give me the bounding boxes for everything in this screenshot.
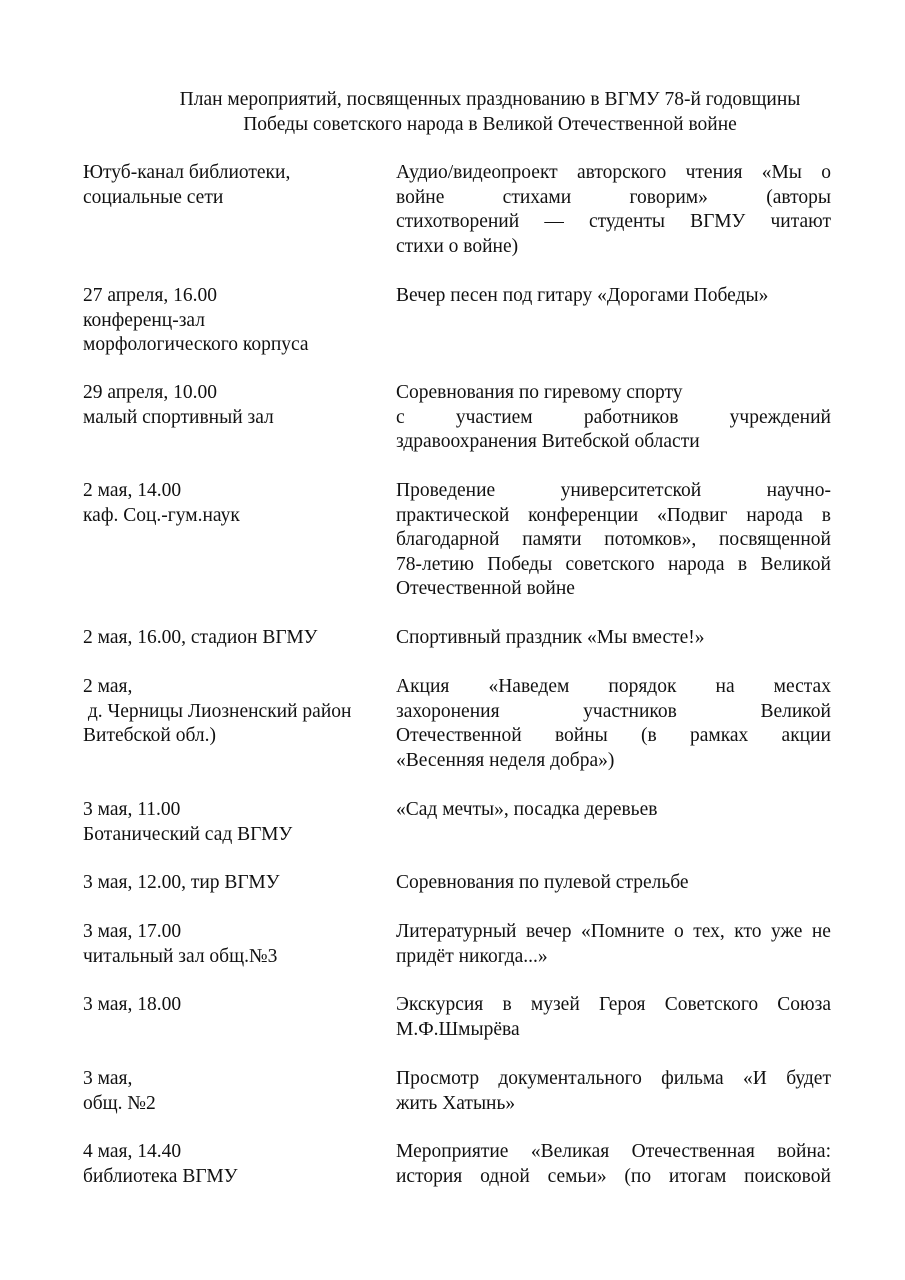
event-description — [396, 798, 831, 823]
word: кто — [734, 921, 762, 942]
word: читают — [770, 211, 831, 232]
event-description — [396, 920, 831, 969]
word: вечер — [525, 921, 572, 942]
description-line — [396, 186, 831, 211]
word: порядок — [608, 676, 677, 697]
word: «Великая — [530, 1141, 610, 1162]
word: посвященной — [718, 529, 831, 550]
word: советского — [565, 553, 655, 575]
word: Отечественная — [631, 1141, 755, 1162]
event-description — [396, 675, 831, 773]
word: Аудио/видеопроект — [396, 162, 558, 183]
description-line: придёт никогда...» — [396, 945, 548, 967]
description-line — [396, 920, 831, 945]
event-place-time: 4 мая, 14.40 библиотека ВГМУ — [83, 1141, 238, 1187]
word: музей — [530, 994, 580, 1015]
document-title — [100, 88, 880, 137]
word: будет — [786, 1068, 831, 1089]
word: Великой — [760, 553, 831, 575]
word: местах — [773, 676, 831, 697]
word: стихотворений — [396, 211, 520, 232]
word: стихами — [502, 186, 572, 208]
word: с — [396, 406, 405, 428]
description-line — [396, 210, 831, 235]
word: «Наведем — [488, 676, 570, 697]
event-place-time: 3 мая, 17.00 читальный зал общ.№3 — [83, 921, 278, 967]
description-line — [396, 479, 831, 504]
description-line: стихи о войне) — [396, 235, 519, 257]
word: Акция — [396, 676, 450, 697]
event-description — [396, 993, 831, 1042]
word: в — [502, 994, 512, 1015]
description-line: Соревнования по пулевой стрельбе — [396, 872, 689, 893]
word: история — [396, 1165, 463, 1187]
word: Проведение — [396, 480, 496, 501]
event-description — [396, 284, 831, 309]
event-place-time: 2 мая, 16.00, стадион ВГМУ — [83, 627, 318, 648]
word: Победы — [487, 553, 553, 575]
word: народа — [746, 504, 803, 526]
description-line: Вечер песен под гитару «Дорогами Победы» — [396, 285, 769, 306]
description-line — [396, 1067, 831, 1092]
event-place-time: 3 мая, 18.00 — [83, 994, 182, 1015]
word: ВГМУ — [690, 211, 746, 232]
word: — — [544, 211, 564, 232]
word: в — [737, 553, 748, 575]
word: война: — [777, 1141, 831, 1162]
event-description — [396, 161, 831, 259]
word: Великой — [760, 700, 831, 722]
word: благодарной — [396, 529, 500, 550]
description-line: «Весенняя неделя добра») — [396, 749, 615, 771]
description-line: Соревнования по гиревому спорту — [396, 382, 683, 403]
word: о — [821, 162, 831, 183]
description-line — [396, 1140, 831, 1165]
word: потомков», — [604, 529, 697, 550]
event-description — [396, 479, 831, 602]
word: Героя — [598, 994, 646, 1015]
word: студенты — [588, 211, 666, 232]
word: итогам — [668, 1165, 727, 1187]
word: Просмотр — [396, 1068, 480, 1089]
word: акции — [781, 725, 831, 746]
event-place-time: 3 мая, 12.00, тир ВГМУ — [83, 872, 280, 893]
description-line: Спортивный праздник «Мы вместе!» — [396, 627, 705, 648]
word: Экскурсия — [396, 994, 484, 1015]
word: «Подвиг — [656, 504, 728, 526]
word: семьи» — [547, 1165, 607, 1187]
word: в — [821, 504, 831, 526]
word: участников — [583, 700, 677, 722]
event-description — [396, 381, 831, 455]
word: «Мы — [761, 162, 802, 183]
event-description — [396, 1067, 831, 1116]
word: научно- — [766, 480, 831, 501]
event-place-time: Ютуб-канал библиотеки, социальные сети — [83, 162, 291, 208]
word: Советского — [664, 994, 759, 1015]
word: работников — [583, 406, 679, 428]
title-line: Победы советского народа в Великой Отечественной войне — [243, 113, 737, 135]
description-line — [396, 1165, 831, 1190]
event-description — [396, 871, 831, 896]
word: Союза — [777, 994, 831, 1015]
word: практической — [396, 504, 510, 526]
description-line — [396, 700, 831, 725]
word: авторского — [577, 162, 667, 183]
word: одной — [480, 1165, 530, 1187]
word: памяти — [522, 529, 582, 550]
description-line — [396, 553, 831, 578]
event-place-time: 3 мая, 11.00 Ботанический сад ВГМУ — [83, 799, 293, 845]
description-line: М.Ф.Шмырёва — [396, 1018, 520, 1040]
event-place-time: 2 мая, 14.00 каф. Соц.-гум.наук — [83, 480, 240, 526]
description-line — [396, 504, 831, 529]
word: войны — [554, 725, 608, 746]
description-line — [396, 993, 831, 1018]
event-description — [396, 626, 831, 651]
word: «Помните — [580, 921, 665, 942]
event-place-time: 3 мая, общ. №2 — [83, 1068, 156, 1114]
word: чтения — [685, 162, 743, 183]
word: поисковой — [744, 1165, 831, 1187]
word: уже — [771, 921, 803, 942]
word: (авторы — [766, 186, 831, 208]
event-description — [396, 1140, 831, 1189]
word: народа — [667, 553, 725, 575]
word: документального — [498, 1068, 642, 1089]
word: 78-летию — [396, 553, 474, 575]
word: (в — [641, 725, 657, 746]
word: (по — [624, 1165, 652, 1187]
word: захоронения — [396, 700, 500, 722]
description-line: Отечественной войне — [396, 578, 575, 599]
word: учреждений — [729, 406, 831, 428]
word: «И — [743, 1068, 767, 1089]
description-line: жить Хатынь» — [396, 1092, 516, 1114]
word: тех, — [693, 921, 725, 942]
word: Литературный — [396, 921, 517, 942]
word: университетской — [560, 480, 702, 501]
word: Отечественной — [396, 725, 522, 746]
word: конференции — [528, 504, 639, 526]
word: не — [811, 921, 831, 942]
word: на — [715, 676, 735, 697]
description-line — [396, 724, 831, 749]
description-line — [396, 528, 831, 553]
word: войне — [396, 186, 445, 208]
event-place-time: 27 апреля, 16.00 конференц-зал морфологического корпуса — [83, 285, 309, 355]
word: о — [674, 921, 684, 942]
word: рамках — [689, 725, 749, 746]
title-line: План мероприятий, посвященных празднованию в ВГМУ 78-й годовщины — [179, 89, 801, 110]
description-line: здравоохранения Витебской области — [396, 431, 700, 452]
word: Мероприятие — [396, 1141, 509, 1162]
event-place-time: 29 апреля, 10.00 малый спортивный зал — [83, 382, 274, 428]
word: фильма — [661, 1068, 724, 1089]
description-line — [396, 675, 831, 700]
description-line: «Сад мечты», посадка деревьев — [396, 799, 658, 820]
event-place-time: 2 мая, д. Черницы Лиозненский район Витебской обл.) — [83, 676, 352, 746]
word: говорим» — [629, 186, 708, 208]
word: участием — [455, 406, 533, 428]
description-line — [396, 406, 831, 431]
description-line — [396, 161, 831, 186]
